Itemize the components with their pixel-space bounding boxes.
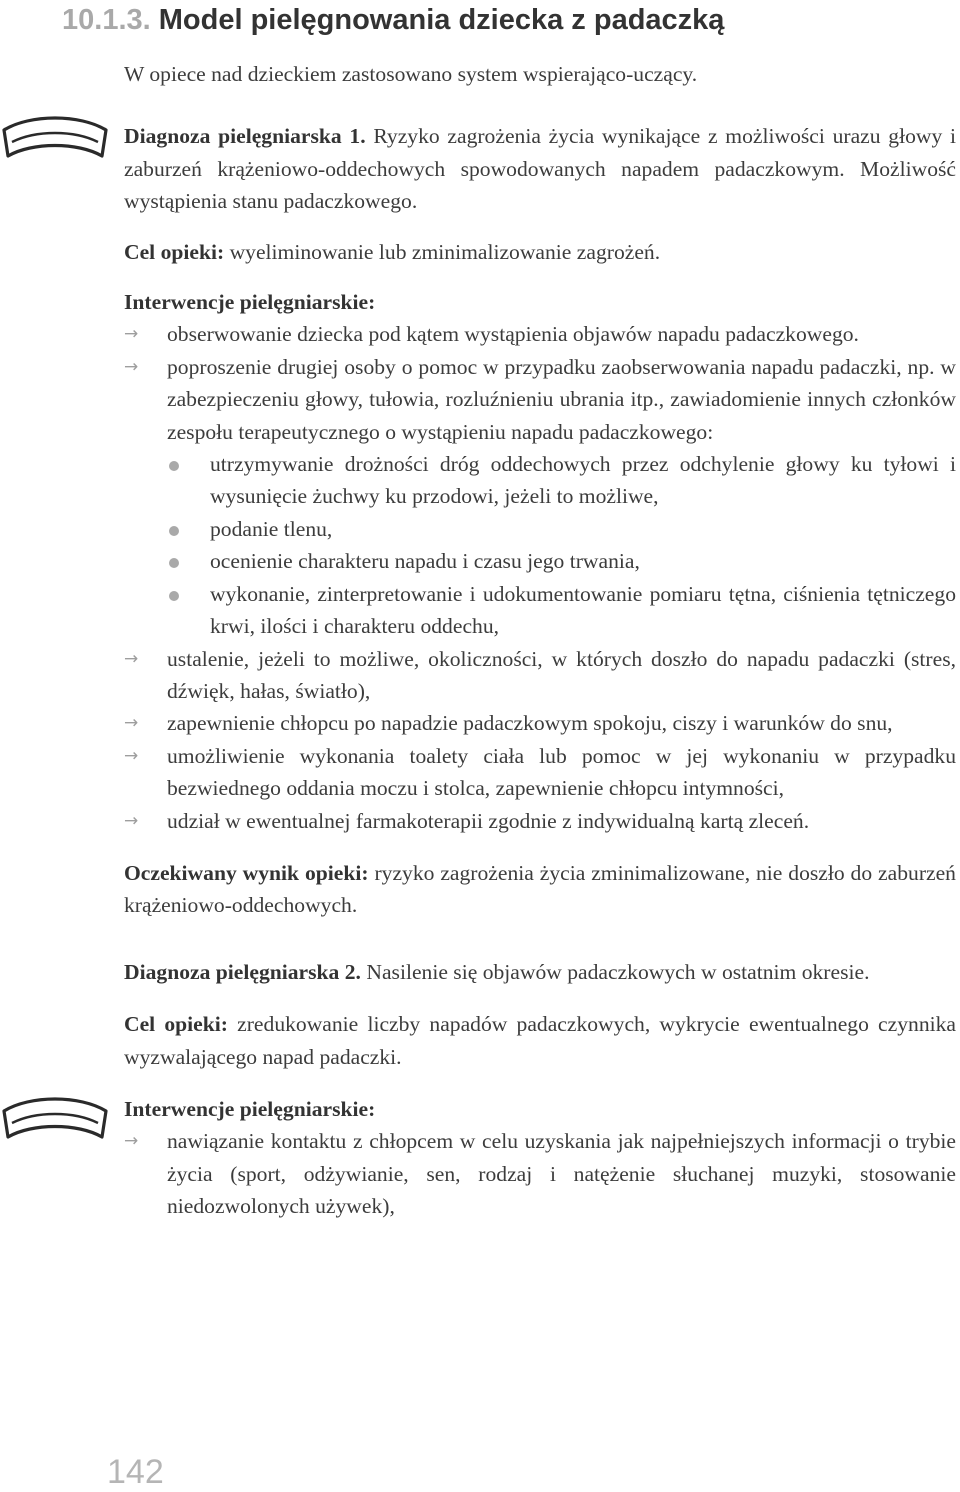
list-item: [167, 545, 956, 577]
interventions-1-label: Interwencje pielęgniarskie:: [124, 290, 376, 315]
arrow-right-icon: →: [124, 810, 139, 831]
goal-2-text: zredukowanie liczby napadów padaczkowych, wykrycie ewentualnego czynnika wyzwalającego napad padaczki.: [124, 1012, 956, 1069]
intro-paragraph: W opiece nad dzieckiem zastosowano system wspierająco-uczący.: [124, 62, 698, 86]
goal-2-paragraph: [124, 1008, 956, 1073]
arrow-right-icon: →: [124, 648, 139, 669]
bullet-dot-icon: [169, 558, 179, 568]
list-item: [124, 707, 956, 739]
interventions-1-heading: [124, 286, 956, 318]
interventions-1-list: [124, 318, 956, 837]
page-content: [124, 58, 956, 1223]
goal-1-label: Cel opieki:: [124, 239, 225, 264]
arrow-right-icon: →: [124, 713, 139, 734]
list-item-text: wykonanie, zinterpretowanie i udokumentowanie pomiaru tętna, ciśnienia tętniczego krwi, ilości i charakteru oddechu,: [210, 581, 956, 639]
list-item-text: poproszenie drugiej osoby o pomoc w przypadku zaobserwowania napadu padaczki, np. w zabezpieczeniu głowy, tułowia, rozluźnieniu ubrania itp., zawiadomienie innych członków zespołu terapeutycznego o wystąpieniu napadu padaczkowego:: [167, 354, 956, 444]
bullet-dot-icon: [169, 591, 179, 601]
list-item-text: udział w ewentualnej farmakoterapii zgodnie z indywidualną kartą zleceń.: [167, 808, 810, 833]
list-item-text: zapewnienie chłopcu po napadzie padaczkowym spokoju, ciszy i warunków do snu,: [167, 711, 893, 736]
list-item-text: umożliwienie wykonania toalety ciała lub pomoc w jej wykonaniu w przypadku bezwiednego oddania moczu i stolca, zapewnienie chłopcu intymności,: [167, 743, 956, 801]
diagnosis-2-paragraph: [124, 956, 956, 988]
bookmark-ribbon-icon: [0, 112, 110, 167]
list-item-text: podanie tlenu,: [210, 516, 333, 541]
diagnosis-2-text: Nasilenie się objawów padaczkowych w ostatnim okresie.: [366, 959, 870, 984]
list-item-text: utrzymywanie drożności dróg oddechowych przez odchylenie głowy ku tyłowi i wysunięcie żuchwy ku przodowi, jeżeli to możliwe,: [210, 452, 956, 509]
arrow-right-icon: →: [124, 356, 139, 377]
list-item: [124, 318, 956, 350]
goal-1-paragraph: [124, 236, 956, 268]
page-number: 142: [107, 1453, 164, 1491]
outcome-1-paragraph: [124, 857, 956, 922]
arrow-right-icon: →: [124, 1131, 139, 1152]
arrow-right-icon: →: [124, 745, 139, 766]
list-item-text: ustalenie, jeżeli to możliwe, okoliczności, w których doszło do napadu padaczki (stres, dźwięk, hałas, światło),: [167, 646, 956, 703]
outcome-1-text: ryzyko zagrożenia życia zminimalizowane, nie doszło do zaburzeń krążeniowo-oddechowych.: [124, 860, 956, 918]
arrow-right-icon: →: [124, 324, 139, 345]
goal-2-label: Cel opieki:: [124, 1012, 228, 1037]
interventions-2-label: Interwencje pielęgniarskie:: [124, 1096, 376, 1121]
outcome-1-label: Oczekiwany wynik opieki:: [124, 860, 369, 885]
bookmark-ribbon-icon: [0, 1093, 110, 1148]
list-item: [124, 643, 956, 708]
list-item: [167, 448, 956, 513]
interventions-2-list: [124, 1125, 956, 1222]
diagnosis-1-paragraph: [124, 120, 956, 217]
list-item-text: ocenienie charakteru napadu i czasu jego trwania,: [210, 549, 640, 574]
bullet-dot-icon: [169, 526, 179, 536]
list-item: [124, 805, 956, 837]
diagnosis-2-label: Diagnoza pielęgniarska 2.: [124, 959, 361, 984]
list-item-text: nawiązanie kontaktu z chłopcem w celu uzyskania jak najpełniejszych informacji o trybie życia (sport, odżywianie, sen, rodzaj i natężenie słuchanej muzyki, stosowanie niedozwolonych używek),: [167, 1129, 956, 1219]
section-number: 10.1.3.: [62, 4, 151, 36]
section-title: Model pielęgnowania dziecka z padaczką: [158, 4, 725, 36]
list-item: [167, 578, 956, 643]
goal-1-text: wyeliminowanie lub zminimalizowanie zagrożeń.: [229, 239, 661, 264]
list-item: [124, 740, 956, 805]
diagnosis-1-text: Ryzyko zagrożenia życia wynikające z możliwości urazu głowy i zaburzeń krążeniowo-oddechowych spowodowanych napadem padaczkowym. Możliwość wystąpienia stanu padaczkowego.: [124, 124, 956, 214]
section-heading: [62, 0, 724, 40]
list-item: [124, 1125, 956, 1222]
diagnosis-1-label: Diagnoza pielęgniarska 1.: [124, 124, 366, 149]
list-item-text: obserwowanie dziecka pod kątem wystąpienia objawów napadu padaczkowego.: [167, 322, 859, 347]
list-item: [167, 513, 956, 545]
bullet-dot-icon: [169, 461, 179, 471]
interventions-2-heading: [124, 1093, 956, 1125]
list-item: [124, 351, 956, 643]
sub-interventions-list: [167, 448, 956, 642]
